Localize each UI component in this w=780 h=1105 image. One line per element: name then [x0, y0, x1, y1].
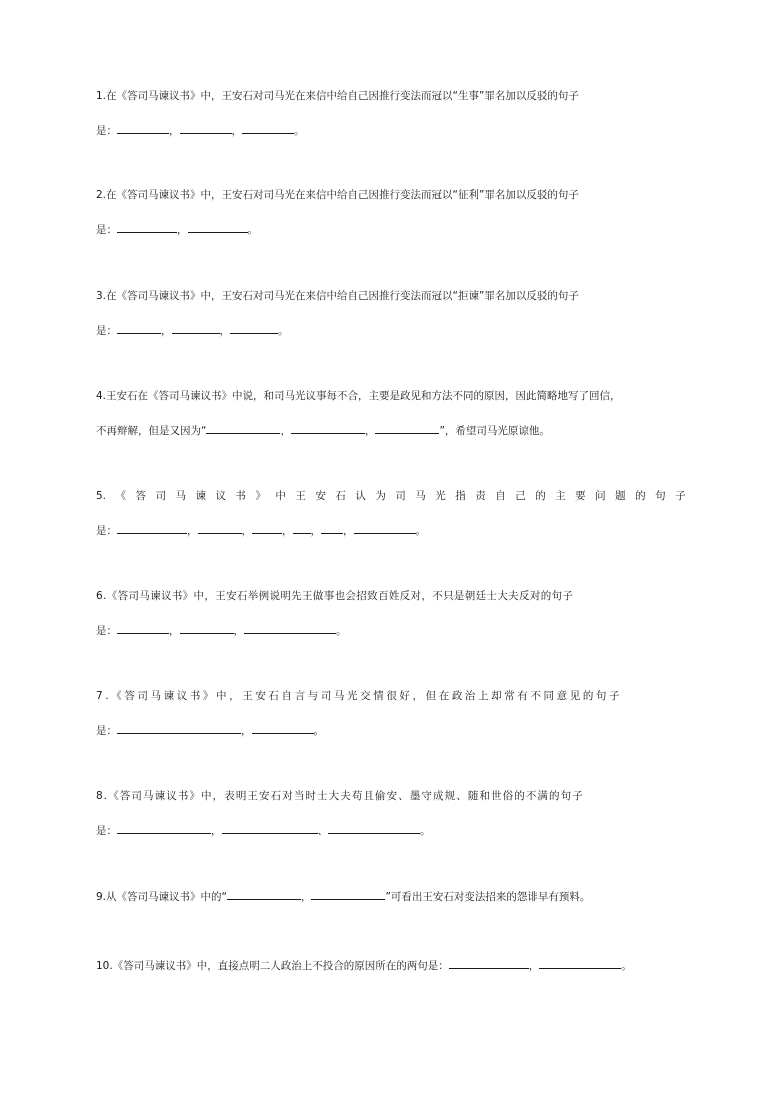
prompt-char: 的 [635, 490, 646, 502]
prompt-char: 自 [495, 490, 506, 502]
prompt-char: 指 [455, 490, 466, 502]
separator: ， [282, 525, 293, 537]
question-4-answer-line [96, 422, 686, 440]
prompt-char: 5. [96, 490, 107, 502]
prompt-char: 问 [595, 490, 606, 502]
answer-blank[interactable] [311, 888, 385, 900]
prompt-char: 司 [395, 490, 406, 502]
answer-prefix: 是： [96, 125, 117, 137]
question-4-prompt: 4.王安石在《答司马谏议书》中说，和司马光议事每不合，主要是政见和方法不同的原因，因此简略地写了回信， [96, 390, 621, 402]
prompt-char: 《 [115, 490, 127, 502]
prompt-char: 司 [155, 490, 166, 502]
question-1-prompt: 1.在《答司马谏议书》中，王安石对司马光在来信中给自己因推行变法而冠以“生事”罪名加以反驳的句子 [96, 90, 579, 102]
prompt-char: 答 [135, 490, 146, 502]
prompt-char: 为 [375, 490, 386, 502]
separator: ， [364, 425, 376, 437]
prompt-char: 认 [355, 490, 366, 502]
answer-blank[interactable] [117, 822, 211, 834]
prompt-char: 马 [415, 490, 426, 502]
question-5 [96, 488, 686, 540]
answer-blank[interactable] [252, 522, 282, 534]
separator: ， [343, 525, 354, 537]
separator: ， [300, 891, 312, 903]
answer-blank[interactable] [291, 422, 365, 434]
question-8 [96, 788, 686, 840]
answer-blank[interactable] [252, 722, 314, 734]
separator: ， [219, 325, 230, 337]
answer-blank[interactable] [354, 522, 416, 534]
terminator: 。 [294, 125, 305, 137]
question-9 [96, 888, 686, 906]
answer-blank[interactable] [117, 221, 177, 233]
question-5-answer-line [96, 522, 686, 540]
answer-blank[interactable] [539, 957, 621, 969]
answer-blank[interactable] [222, 822, 318, 834]
answer-blank[interactable] [227, 888, 301, 900]
separator: ， [169, 625, 180, 637]
prompt-char: 子 [675, 490, 686, 502]
prompt-char: 主 [555, 490, 566, 502]
question-1-answer-line [96, 122, 686, 140]
answer-prefix: 不再辩解，但是又因为“ [96, 425, 207, 437]
question-3-prompt: 3.在《答司马谏议书》中，王安石对司马光在来信中给自己因推行变法而冠以“拒谏”罪名加以反驳的句子 [96, 290, 579, 302]
separator: ， [528, 960, 540, 972]
question-9-prompt-end: ”可看出王安石对变法招来的怨诽早有预料。 [385, 891, 591, 903]
answer-blank[interactable] [321, 522, 343, 534]
terminator: 。 [420, 825, 431, 837]
prompt-char: 己 [515, 490, 526, 502]
separator: ， [241, 725, 252, 737]
question-7 [96, 688, 686, 740]
separator: ， [177, 224, 188, 236]
question-2-prompt: 2.在《答司马谏议书》中，王安石对司马光在来信中给自己因推行变法而冠以“征利”罪名加以反驳的句子 [96, 189, 579, 201]
prompt-char: 题 [615, 490, 626, 502]
prompt-char: 马 [175, 490, 186, 502]
answer-blank[interactable] [172, 322, 220, 334]
answer-blank[interactable] [117, 722, 241, 734]
question-10-line [96, 957, 686, 975]
question-5-prompt [96, 488, 686, 505]
answer-prefix: 是： [96, 224, 117, 236]
separator: 、 [317, 825, 328, 837]
answer-blank[interactable] [198, 522, 242, 534]
terminator: 。 [621, 960, 632, 972]
question-2-answer-line [96, 221, 686, 239]
question-6-prompt: 6.《答司马谏议书》中，王安石举例说明先王做事也会招致百姓反对，不只是朝廷士大夫反对的句子 [96, 590, 574, 602]
prompt-char: 光 [435, 490, 446, 502]
question-1 [96, 88, 686, 140]
answer-blank[interactable] [117, 522, 187, 534]
answer-blank[interactable] [117, 622, 169, 634]
question-9-prompt-start: 9.从《答司马谏议书》中的“ [96, 891, 227, 903]
prompt-char: 石 [335, 490, 346, 502]
separator: ， [231, 125, 242, 137]
question-4 [96, 388, 686, 440]
question-2 [96, 187, 686, 239]
question-10 [96, 957, 686, 975]
prompt-char: 谏 [195, 490, 206, 502]
prompt-char: 的 [535, 490, 546, 502]
prompt-char: 》 [255, 490, 266, 502]
prompt-char: 要 [575, 490, 586, 502]
answer-blank[interactable] [328, 822, 420, 834]
separator: ， [310, 525, 321, 537]
terminator: 。 [336, 625, 347, 637]
question-10-prompt: 10.《答司马谏议书》中，直接点明二人政治上不投合的原因所在的两句是： [96, 960, 449, 972]
prompt-char: 句 [655, 490, 666, 502]
question-7-answer-line [96, 722, 686, 740]
prompt-char: 书 [235, 490, 246, 502]
separator: ， [211, 825, 222, 837]
answer-prefix: 是： [96, 325, 117, 337]
question-8-answer-line [96, 822, 686, 840]
separator: ， [233, 625, 244, 637]
question-9-line [96, 888, 686, 906]
question-6 [96, 588, 686, 640]
prompt-char: 责 [475, 490, 486, 502]
answer-prefix: 是： [96, 725, 117, 737]
question-3 [96, 288, 686, 340]
question-7-prompt: 7.《答司马谏议书》中，王安石自言与司马光交情很好，但在政治上却常有不同意见的句子 [96, 690, 623, 702]
separator: ， [241, 525, 252, 537]
answer-blank[interactable] [180, 122, 232, 134]
answer-prefix: 是： [96, 825, 117, 837]
answer-blank[interactable] [449, 957, 529, 969]
separator: ， [169, 125, 180, 137]
terminator: 。 [278, 325, 289, 337]
answer-blank[interactable] [375, 422, 439, 434]
answer-blank[interactable] [230, 322, 278, 334]
answer-blank[interactable] [117, 122, 169, 134]
answer-prefix: 是： [96, 525, 117, 537]
separator: ， [187, 525, 198, 537]
question-3-answer-line [96, 322, 686, 340]
prompt-char: 安 [315, 490, 326, 502]
prompt-char: 王 [295, 490, 306, 502]
terminator: 。 [415, 525, 426, 537]
answer-blank[interactable] [244, 622, 336, 634]
question-8-prompt: 8.《答司马谏议书》中，表明王安石对当时士大夫苟且偷安、墨守成规、随和世俗的不满的句子 [96, 790, 584, 802]
answer-blank[interactable] [117, 322, 161, 334]
answer-blank[interactable] [293, 522, 311, 534]
prompt-char: 中 [275, 490, 286, 502]
separator: ， [161, 325, 172, 337]
prompt-char: 议 [215, 490, 226, 502]
terminator: 。 [247, 224, 258, 236]
question-6-answer-line [96, 622, 686, 640]
answer-blank[interactable] [206, 422, 280, 434]
answer-blank[interactable] [242, 122, 294, 134]
answer-blank[interactable] [180, 622, 234, 634]
terminator: 。 [313, 725, 324, 737]
answer-blank[interactable] [188, 221, 248, 233]
answer-suffix: ”，希望司马光原谅他。 [439, 425, 550, 437]
separator: ， [280, 425, 291, 437]
answer-prefix: 是： [96, 625, 117, 637]
